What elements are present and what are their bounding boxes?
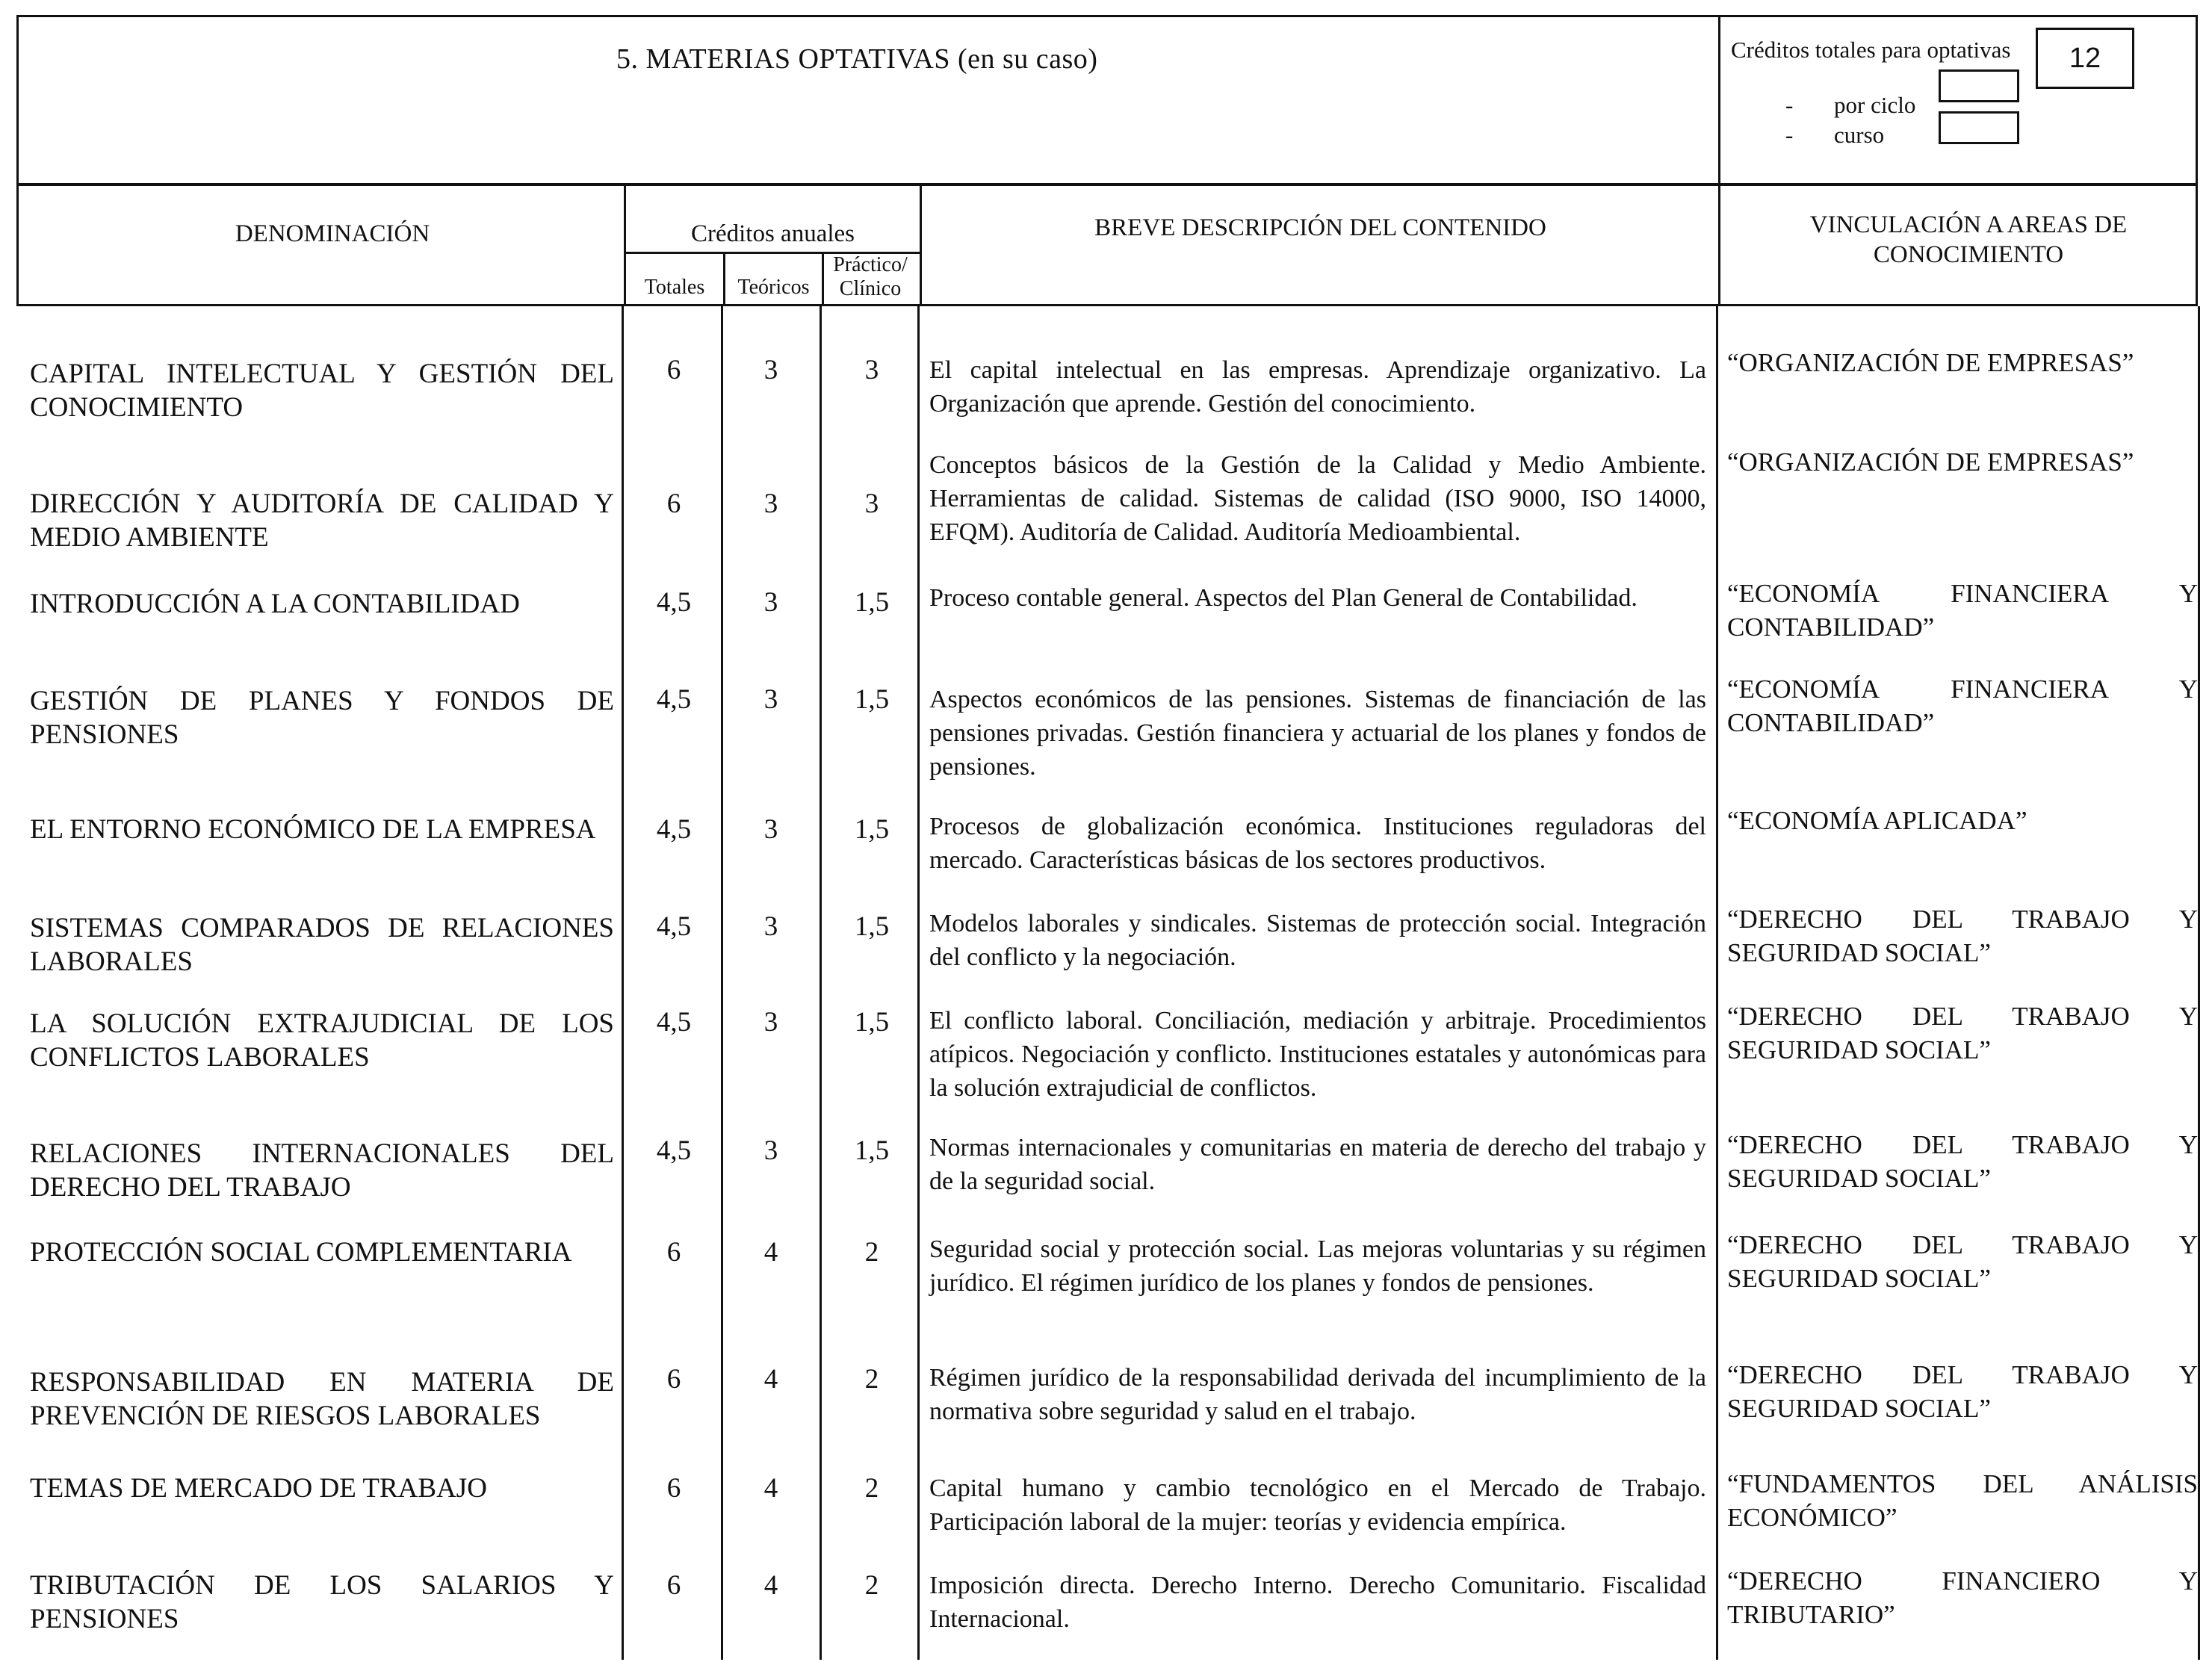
col-divider — [1718, 186, 1720, 304]
column-header — [16, 184, 2198, 306]
knowledge-area: “DERECHO DEL TRABAJO Y SEGURIDAD SOCIAL” — [1727, 1230, 2198, 1293]
subject-description: Normas internacionales y comunitarias en materia de derecho del trabajo y de la seguridad social. — [929, 1134, 1706, 1195]
subject-name: LA SOLUCIÓN EXTRAJUDICIAL DE LOS CONFLICTOS LABORALES — [30, 1008, 614, 1073]
col-descripcion: BREVE DESCRIPCIÓN DEL CONTENIDO — [1094, 214, 1546, 241]
credits-theory: 3 — [763, 489, 778, 519]
knowledge-area: “ORGANIZACIÓN DE EMPRESAS” — [1727, 447, 2134, 477]
body-divider — [2198, 306, 2200, 1660]
credits-practice: 1,5 — [854, 1007, 890, 1038]
body-divider — [622, 306, 624, 1660]
credits-total-box: 12 — [2036, 28, 2134, 89]
knowledge-area: “DERECHO FINANCIERO Y TRIBUTARIO” — [1727, 1566, 2198, 1629]
credits-practice: 1,5 — [854, 911, 890, 942]
knowledge-area: “DERECHO DEL TRABAJO Y SEGURIDAD SOCIAL” — [1727, 905, 2198, 967]
subject-description: Seguridad social y protección social. Las mejoras voluntarias y su régimen jurídico. El régimen jurídico de los planes y fondos de pensiones. — [929, 1235, 1706, 1297]
credits-theory: 4 — [763, 1570, 778, 1601]
credits-total: 4,5 — [656, 587, 692, 618]
credits-practice: 1,5 — [854, 587, 890, 618]
per-cycle-row — [1785, 92, 1915, 119]
credits-total: 6 — [666, 1473, 681, 1504]
knowledge-area: “ECONOMÍA APLICADA” — [1727, 806, 2027, 835]
credits-practice: 2 — [864, 1237, 879, 1268]
credits-theory: 4 — [763, 1473, 778, 1504]
credits-theory: 3 — [763, 1135, 778, 1166]
subject-name: EL ENTORNO ECONÓMICO DE LA EMPRESA — [30, 814, 596, 845]
credits-total: 6 — [666, 355, 681, 385]
credits-theory: 4 — [763, 1237, 778, 1268]
knowledge-area: “DERECHO DEL TRABAJO Y SEGURIDAD SOCIAL” — [1727, 1002, 2198, 1064]
subject-name: SISTEMAS COMPARADOS DE RELACIONES LABORALES — [30, 913, 614, 977]
section-title: 5. MATERIAS OPTATIVAS (en su caso) — [616, 43, 1098, 75]
body-divider — [1716, 306, 1718, 1660]
credits-total: 4,5 — [656, 1135, 692, 1166]
subject-description: Modelos laborales y sindicales. Sistemas de protección social. Integración del conflicto y la negociación. — [929, 910, 1706, 971]
per-cycle-label: por ciclo — [1834, 92, 1916, 118]
credits-theory: 3 — [763, 814, 778, 845]
credits-practice: 3 — [864, 355, 879, 385]
credits-theory: 4 — [763, 1364, 778, 1395]
credits-practice: 2 — [864, 1473, 879, 1504]
per-cycle-dash: - — [1785, 92, 1794, 118]
body-divider — [917, 306, 920, 1660]
credits-theory: 3 — [763, 911, 778, 942]
credits-total: 6 — [666, 1364, 681, 1395]
subject-description: El conflicto laboral. Conciliación, mediación y arbitraje. Procedimientos atípicos. Negociación y conflicto. Instituciones estatales y autonómicas para la solución extrajudicial de conflictos. — [929, 1007, 1706, 1102]
subject-description: Régimen jurídico de la responsabilidad derivada del incumplimiento de la normativa sobre seguridad y salud en el trabajo. — [929, 1364, 1706, 1425]
credits-total: 4,5 — [656, 684, 692, 715]
knowledge-area: “DERECHO DEL TRABAJO Y SEGURIDAD SOCIAL” — [1727, 1130, 2198, 1193]
col-creditos-anuales: Créditos anuales — [690, 220, 855, 247]
credits-total: 4,5 — [656, 814, 692, 845]
knowledge-area: “ECONOMÍA FINANCIERA Y CONTABILIDAD” — [1727, 579, 2198, 642]
header-divider — [1718, 17, 1720, 183]
body-divider — [721, 306, 723, 1660]
credits-practice: 2 — [864, 1570, 879, 1601]
knowledge-area: “DERECHO DEL TRABAJO Y SEGURIDAD SOCIAL” — [1727, 1360, 2198, 1423]
credits-theory: 3 — [763, 684, 778, 715]
credits-theory: 3 — [763, 587, 778, 618]
credits-total: 6 — [666, 1570, 681, 1601]
per-cycle-box — [1939, 69, 2019, 102]
credits-total: 4,5 — [656, 911, 692, 942]
col-practico: Práctico/ Clínico — [833, 253, 908, 300]
knowledge-area: “ECONOMÍA FINANCIERA Y CONTABILIDAD” — [1727, 675, 2198, 737]
knowledge-area: “FUNDAMENTOS DEL ANÁLISIS ECONÓMICO” — [1727, 1469, 2198, 1532]
col-vinculacion: VINCULACIÓN A AREAS DE CONOCIMIENTO — [1809, 211, 2128, 268]
subject-name: INTRODUCCIÓN A LA CONTABILIDAD — [30, 589, 520, 619]
credits-total: 6 — [666, 489, 681, 519]
subject-description: Aspectos económicos de las pensiones. Sistemas de financiación de las pensiones privadas. Gestión financiera y actuarial de los planes y fondos de pensiones. — [929, 686, 1706, 781]
credits-practice: 1,5 — [854, 1135, 890, 1166]
subject-name: RESPONSABILIDAD EN MATERIA DE PREVENCIÓN DE RIESGOS LABORALES — [30, 1367, 614, 1431]
col-teoricos: Teóricos — [737, 276, 810, 299]
credits-theory: 3 — [763, 355, 778, 385]
col-divider — [920, 186, 922, 304]
subject-name: PROTECCIÓN SOCIAL COMPLEMENTARIA — [30, 1237, 572, 1268]
col-totales: Totales — [644, 276, 705, 299]
subject-name: TRIBUTACIÓN DE LOS SALARIOS Y PENSIONES — [30, 1570, 614, 1634]
subject-name: GESTIÓN DE PLANES Y FONDOS DE PENSIONES — [30, 686, 614, 750]
credits-practice: 3 — [864, 489, 879, 519]
subject-description: Imposición directa. Derecho Interno. Derecho Comunitario. Fiscalidad Internacional. — [929, 1572, 1706, 1633]
credits-theory: 3 — [763, 1007, 778, 1038]
credits-total: 6 — [666, 1237, 681, 1268]
credits-practice: 1,5 — [854, 814, 890, 845]
subject-description: El capital intelectual en las empresas. Aprendizaje organizativo. La Organización que aprende. Gestión del conocimiento. — [929, 356, 1706, 418]
course-box — [1939, 111, 2019, 144]
col-divider — [822, 252, 824, 304]
subject-description: Procesos de globalización económica. Instituciones reguladoras del mercado. Características básicas de los sectores productivos. — [929, 813, 1706, 874]
credits-practice: 1,5 — [854, 684, 890, 715]
subject-name: RELACIONES INTERNACIONALES DEL DERECHO DEL TRABAJO — [30, 1138, 614, 1203]
section-header — [16, 15, 2198, 185]
subject-description: Proceso contable general. Aspectos del Plan General de Contabilidad. — [929, 584, 1638, 612]
subject-name: TEMAS DE MERCADO DE TRABAJO — [30, 1473, 487, 1504]
course-row — [1785, 122, 1884, 149]
subject-description: Conceptos básicos de la Gestión de la Calidad y Medio Ambiente. Herramientas de calidad. Sistemas de calidad (ISO 9000, ISO 14000, EFQM). Auditoría de Calidad. Auditoría Medioambiental. — [929, 451, 1706, 546]
credits-total: 4,5 — [656, 1007, 692, 1038]
subject-name: CAPITAL INTELECTUAL Y GESTIÓN DEL CONOCIMIENTO — [30, 359, 614, 423]
knowledge-area: “ORGANIZACIÓN DE EMPRESAS” — [1727, 348, 2134, 377]
subject-description: Capital humano y cambio tecnológico en el Mercado de Trabajo. Participación laboral de la mujer: teorías y evidencia empírica. — [929, 1475, 1706, 1536]
course-label: curso — [1834, 122, 1885, 148]
credits-practice: 2 — [864, 1364, 879, 1395]
course-dash: - — [1785, 122, 1794, 148]
col-denominacion: DENOMINACIÓN — [235, 220, 430, 247]
body-divider — [820, 306, 822, 1660]
subject-name: DIRECCIÓN Y AUDITORÍA DE CALIDAD Y MEDIO AMBIENTE — [30, 489, 614, 553]
credits-caption: Créditos totales para optativas — [1731, 37, 2011, 63]
